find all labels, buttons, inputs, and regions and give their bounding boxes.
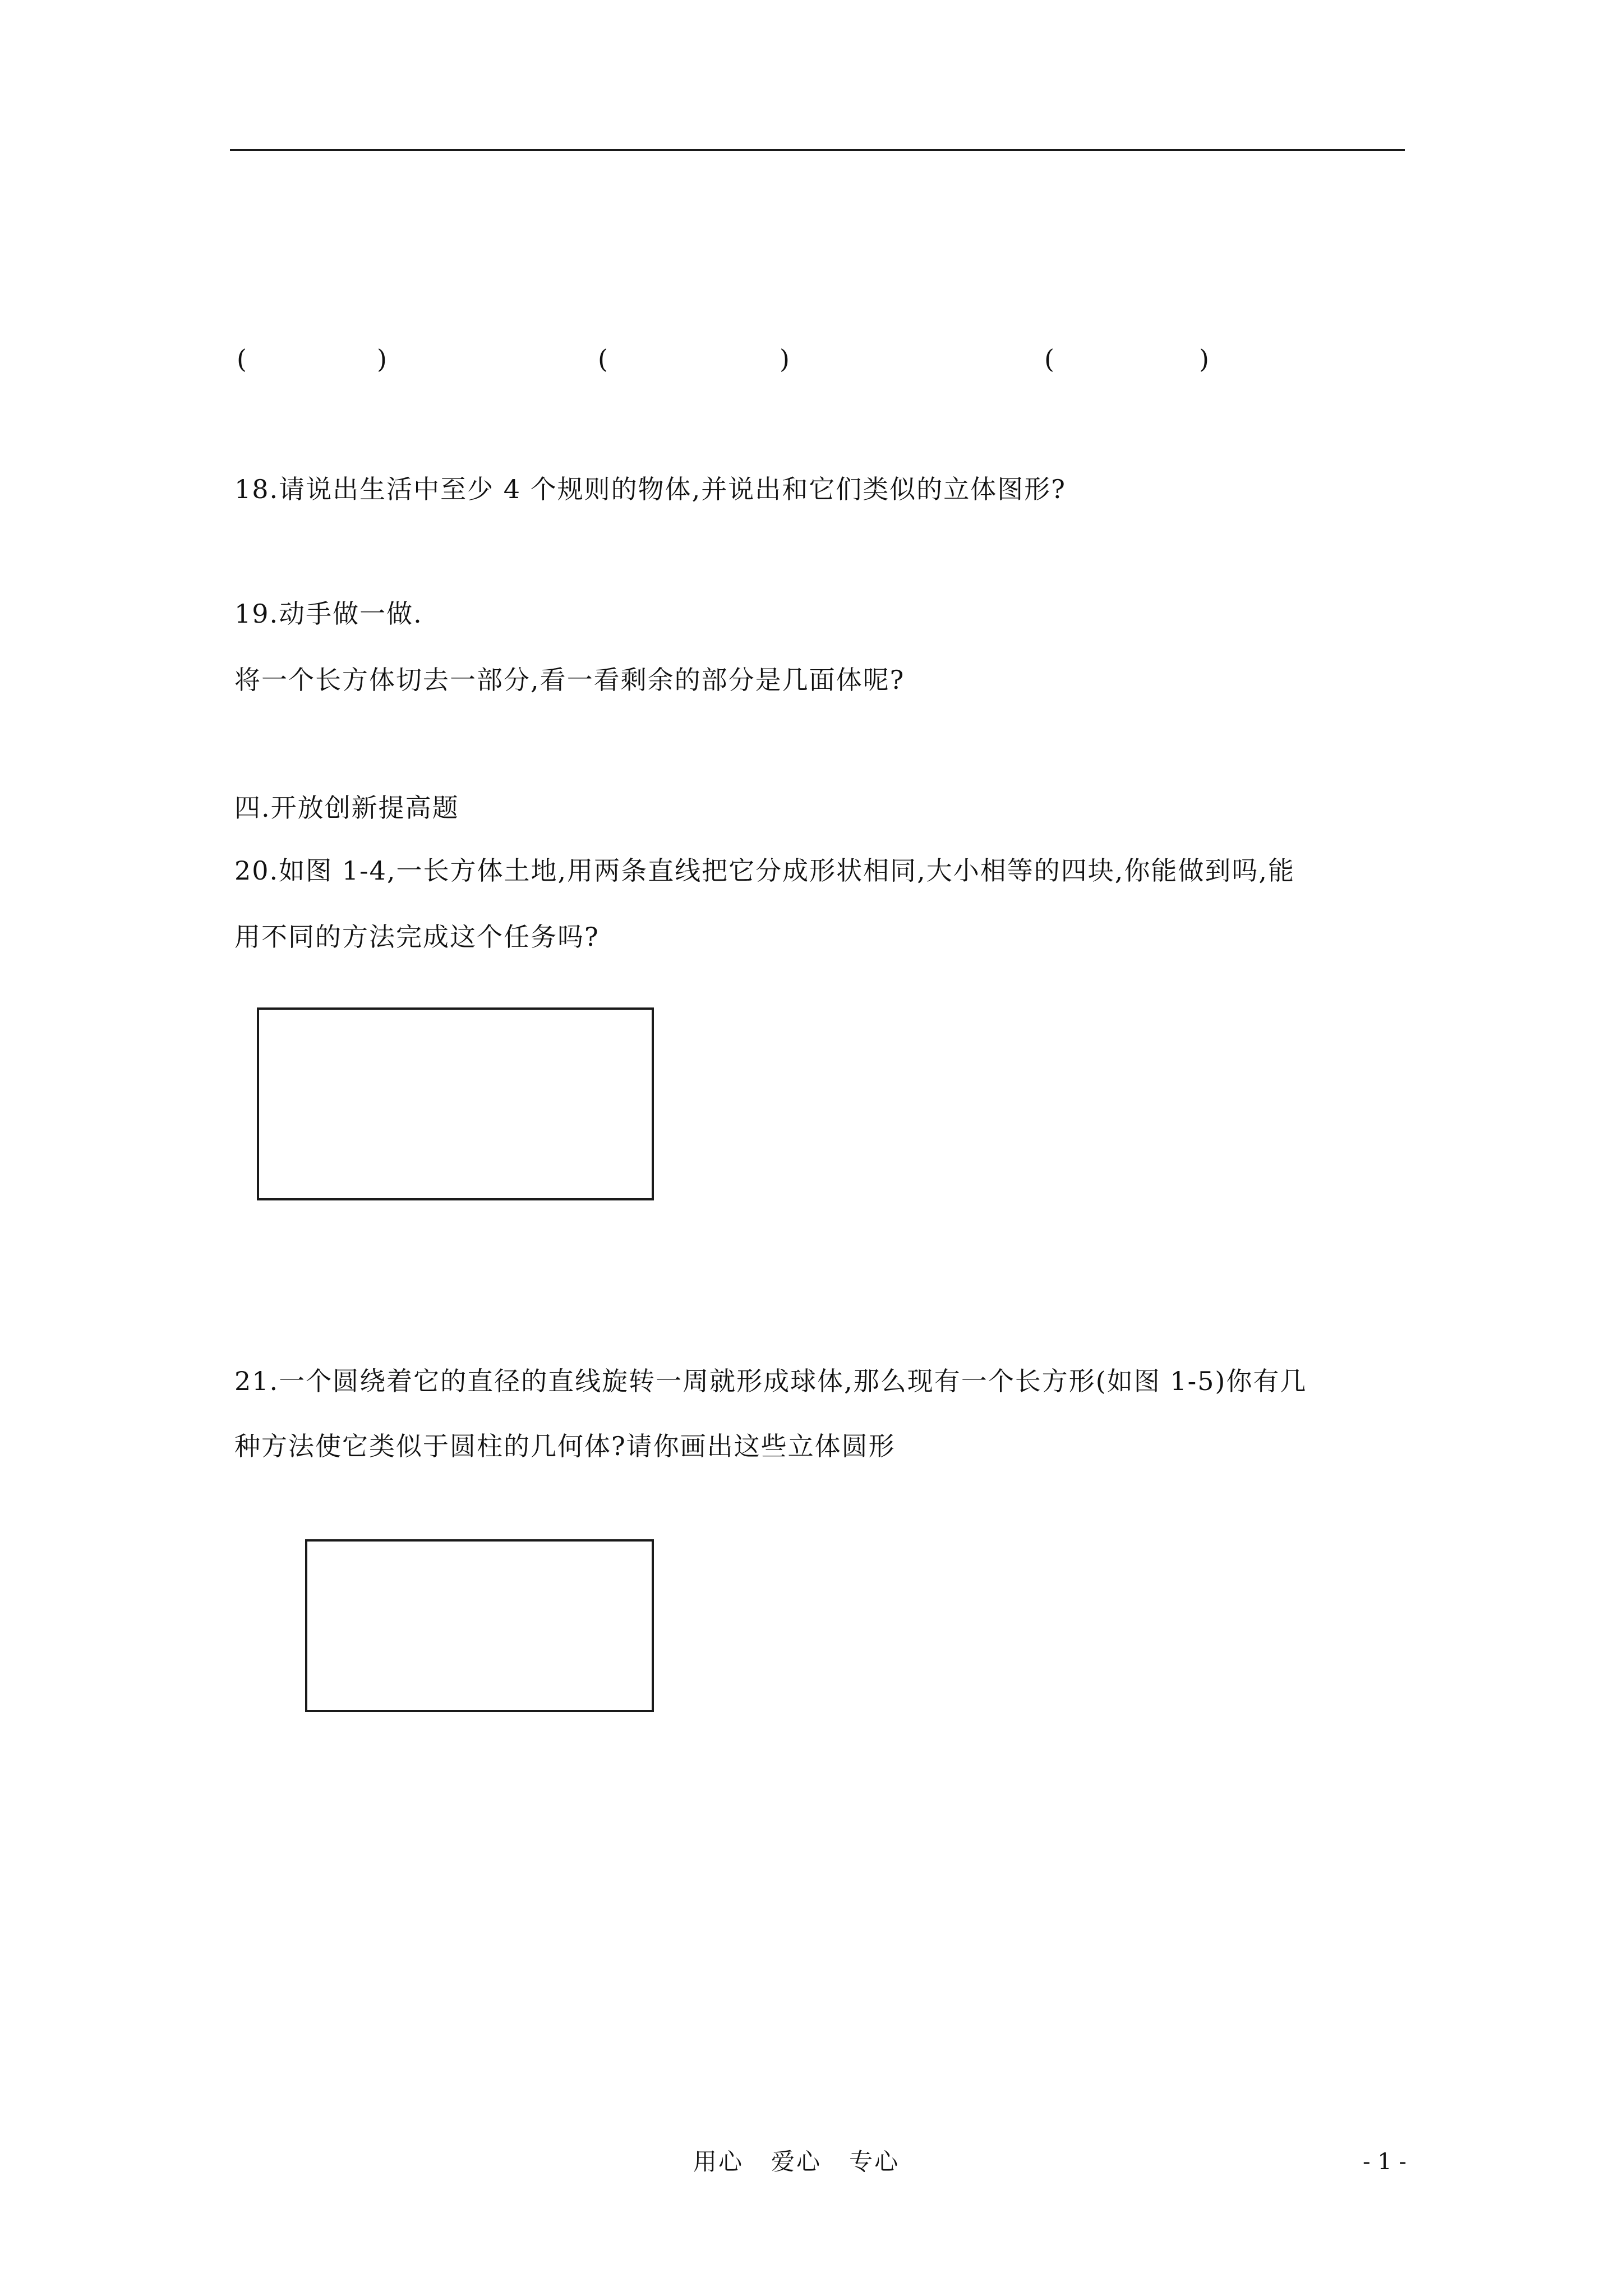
question-20-line-1: 20.如图 1-4,一长方体土地,用两条直线把它分成形状相同,大小相等的四块,你能做到吗,能 bbox=[234, 855, 1295, 886]
blank-2-close: ) bbox=[780, 344, 790, 374]
footer-motto: 用心 爱心 专心 bbox=[693, 2148, 900, 2175]
answer-blanks-row bbox=[0, 342, 1623, 376]
question-19-title: 19.动手做一做. bbox=[234, 599, 423, 629]
question-21-line-1: 21.一个圆绕着它的直径的直线旋转一周就形成球体,那么现有一个长方形(如图 1-5)你有几 bbox=[234, 1366, 1307, 1396]
figure-1-5-rectangle bbox=[305, 1539, 654, 1712]
blank-3-close: ) bbox=[1199, 344, 1209, 374]
section-heading: 四.开放创新提高题 bbox=[234, 793, 459, 823]
page-number: - 1 - bbox=[1363, 2149, 1407, 2175]
question-20-line-2: 用不同的方法完成这个任务吗? bbox=[234, 922, 600, 952]
blank-2-open: ( bbox=[598, 344, 608, 374]
blank-1-open: ( bbox=[237, 344, 247, 374]
question-21-line-2: 种方法使它类似于圆柱的几何体?请你画出这些立体圆形 bbox=[234, 1431, 896, 1461]
question-19-body: 将一个长方体切去一部分,看一看剩余的部分是几面体呢? bbox=[234, 665, 905, 695]
question-18: 18.请说出生活中至少 4 个规则的物体,并说出和它们类似的立体图形? bbox=[234, 474, 1066, 504]
blank-3-open: ( bbox=[1044, 344, 1054, 374]
blank-1-close: ) bbox=[377, 344, 387, 374]
figure-1-4-rectangle bbox=[257, 1007, 654, 1200]
header-rule bbox=[230, 149, 1405, 151]
